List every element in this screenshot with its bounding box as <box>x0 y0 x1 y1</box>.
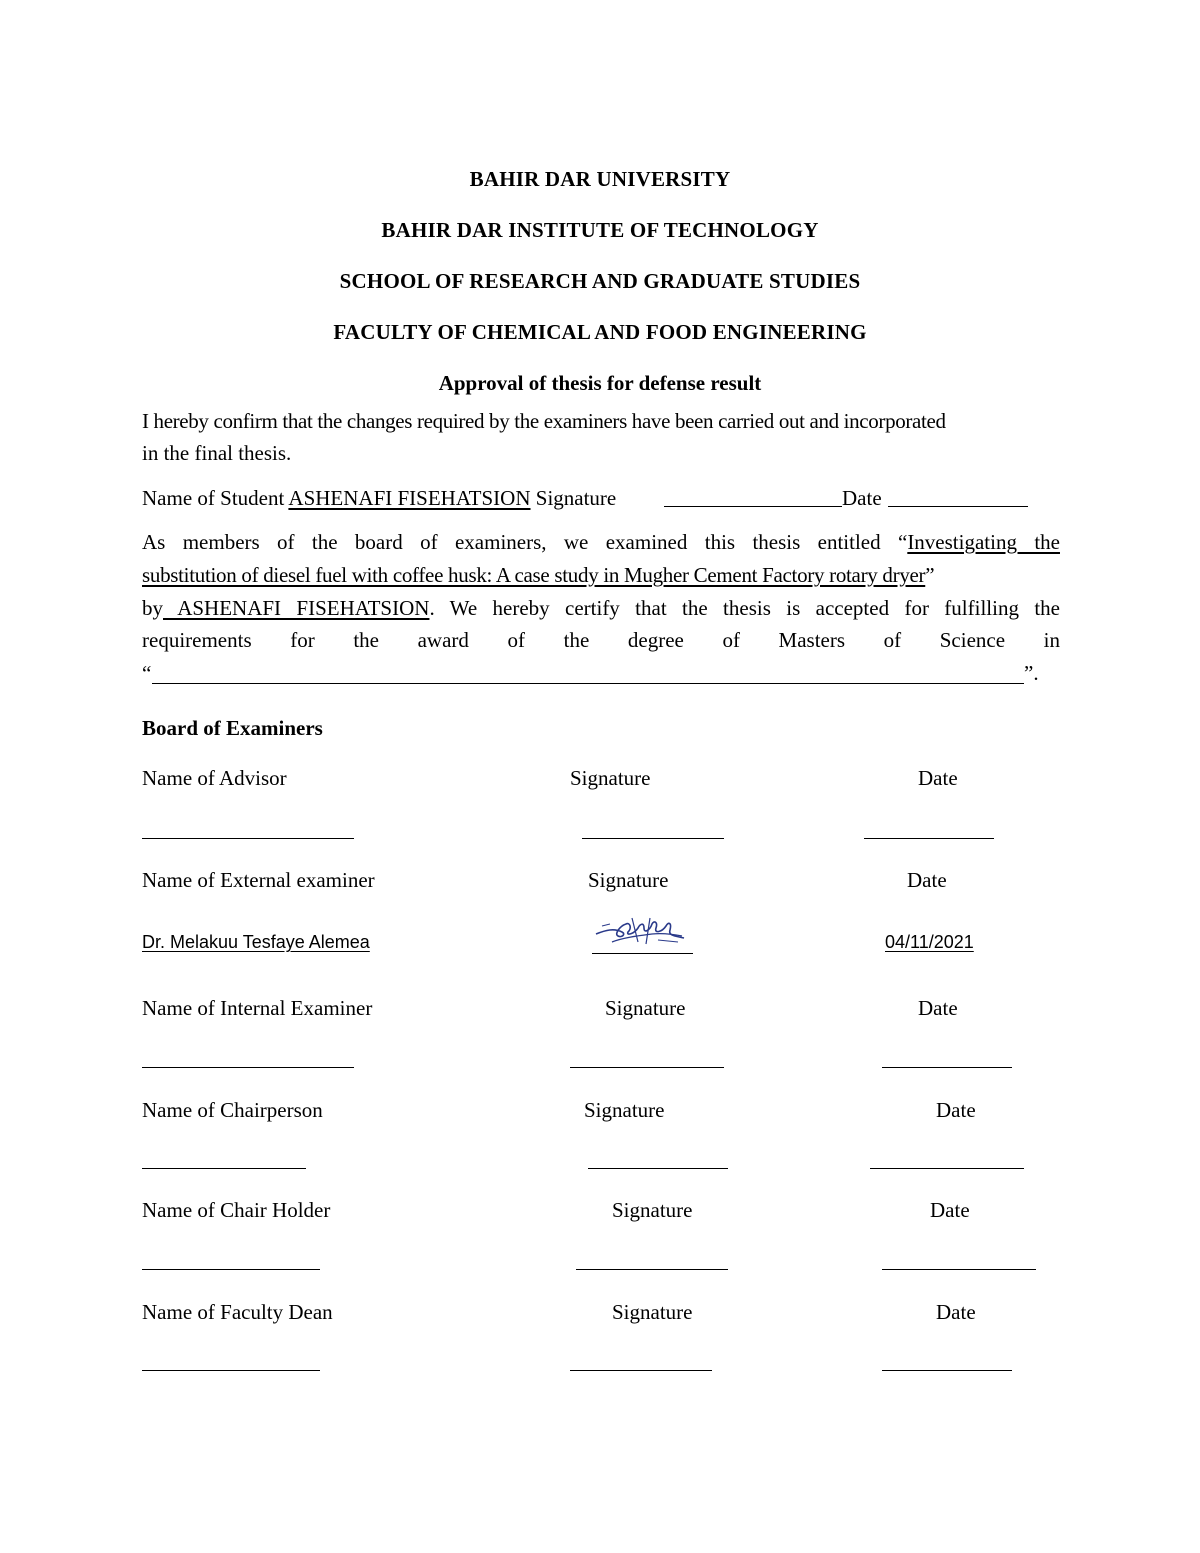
advisor-signature-label: Signature <box>570 766 651 790</box>
internal-date-line <box>882 1067 1012 1068</box>
degree-close-quote: ”. <box>1024 661 1039 685</box>
advisor-signature-line <box>582 838 724 839</box>
chair-holder-name-line <box>142 1269 320 1270</box>
internal-name-line <box>142 1067 354 1068</box>
student-name-in-statement: ASHENAFI FISEHATSION <box>163 596 430 620</box>
external-name-label: Name of External examiner <box>142 868 375 892</box>
student-date-line <box>888 506 1028 507</box>
external-date-label: Date <box>907 868 947 892</box>
confirm-line-2: in the final thesis. <box>142 441 292 465</box>
degree-open-quote: “ <box>142 661 152 685</box>
external-examiner-date: 04/11/2021 <box>885 932 974 952</box>
internal-date-label: Date <box>918 996 958 1020</box>
chair-holder-name-label: Name of Chair Holder <box>142 1198 331 1222</box>
chairperson-name-label: Name of Chairperson <box>142 1098 323 1122</box>
advisor-name-label: Name of Advisor <box>142 766 287 790</box>
degree-blank-line <box>152 683 1024 684</box>
confirm-line-1: I hereby confirm that the changes required by the examiners have been carried out and incorporated <box>142 409 946 433</box>
student-signature-label: Signature <box>535 486 617 510</box>
board-heading: Board of Examiners <box>142 716 323 740</box>
institute-name: BAHIR DAR INSTITUTE OF TECHNOLOGY <box>381 218 819 242</box>
advisor-date-line <box>864 838 994 839</box>
title-close-quote: ” <box>925 563 935 587</box>
dean-name-line <box>142 1370 320 1371</box>
university-name: BAHIR DAR UNIVERSITY <box>469 167 731 191</box>
student-signature-line <box>664 506 842 507</box>
student-line <box>142 486 616 511</box>
advisor-date-label: Date <box>918 766 958 790</box>
dean-signature-label: Signature <box>612 1300 693 1324</box>
certify-text: . We hereby certify that the thesis is accepted for fulfilling the <box>429 596 1060 620</box>
chairperson-name-line <box>142 1168 306 1169</box>
dean-date-line <box>882 1370 1012 1371</box>
faculty-name: FACULTY OF CHEMICAL AND FOOD ENGINEERING <box>333 320 867 344</box>
thesis-title-part-1: Investigating the <box>907 530 1060 554</box>
statement-line-2 <box>142 563 1060 588</box>
dean-date-label: Date <box>936 1300 976 1324</box>
external-signature-label: Signature <box>588 868 669 892</box>
page-title: Approval of thesis for defense result <box>438 371 762 395</box>
chairperson-date-label: Date <box>936 1098 976 1122</box>
chairperson-signature-line <box>588 1168 728 1169</box>
statement-line-3 <box>142 596 1060 621</box>
statement-line-1 <box>142 530 1060 555</box>
by-word: by <box>142 596 163 620</box>
statement-prefix: As members of the board of examiners, we examined this thesis entitled “ <box>142 530 908 554</box>
student-date-label: Date <box>842 486 882 510</box>
statement-line-4: requirements for the award of the degree of Masters of Science in <box>142 628 1060 652</box>
thesis-title-part-2: substitution of diesel fuel with coffee husk: A case study in Mugher Cement Factory rotary dryer <box>142 563 926 587</box>
chair-holder-signature-label: Signature <box>612 1198 693 1222</box>
chairperson-date-line <box>870 1168 1024 1169</box>
internal-signature-line <box>570 1067 724 1068</box>
external-signature-line <box>592 953 693 954</box>
handwritten-signature-image <box>592 912 692 954</box>
chair-holder-date-line <box>882 1269 1036 1270</box>
chairperson-signature-label: Signature <box>584 1098 665 1122</box>
dean-name-label: Name of Faculty Dean <box>142 1300 333 1324</box>
chair-holder-signature-line <box>576 1269 728 1270</box>
internal-name-label: Name of Internal Examiner <box>142 996 373 1020</box>
advisor-name-line <box>142 838 354 839</box>
dean-signature-line <box>570 1370 712 1371</box>
student-name: ASHENAFI FISEHATSION <box>288 486 531 510</box>
chair-holder-date-label: Date <box>930 1198 970 1222</box>
external-examiner-name: Dr. Melakuu Tesfaye Alemea <box>142 932 370 952</box>
student-label: Name of Student <box>142 486 285 510</box>
school-name: SCHOOL OF RESEARCH AND GRADUATE STUDIES <box>339 269 861 293</box>
internal-signature-label: Signature <box>605 996 686 1020</box>
